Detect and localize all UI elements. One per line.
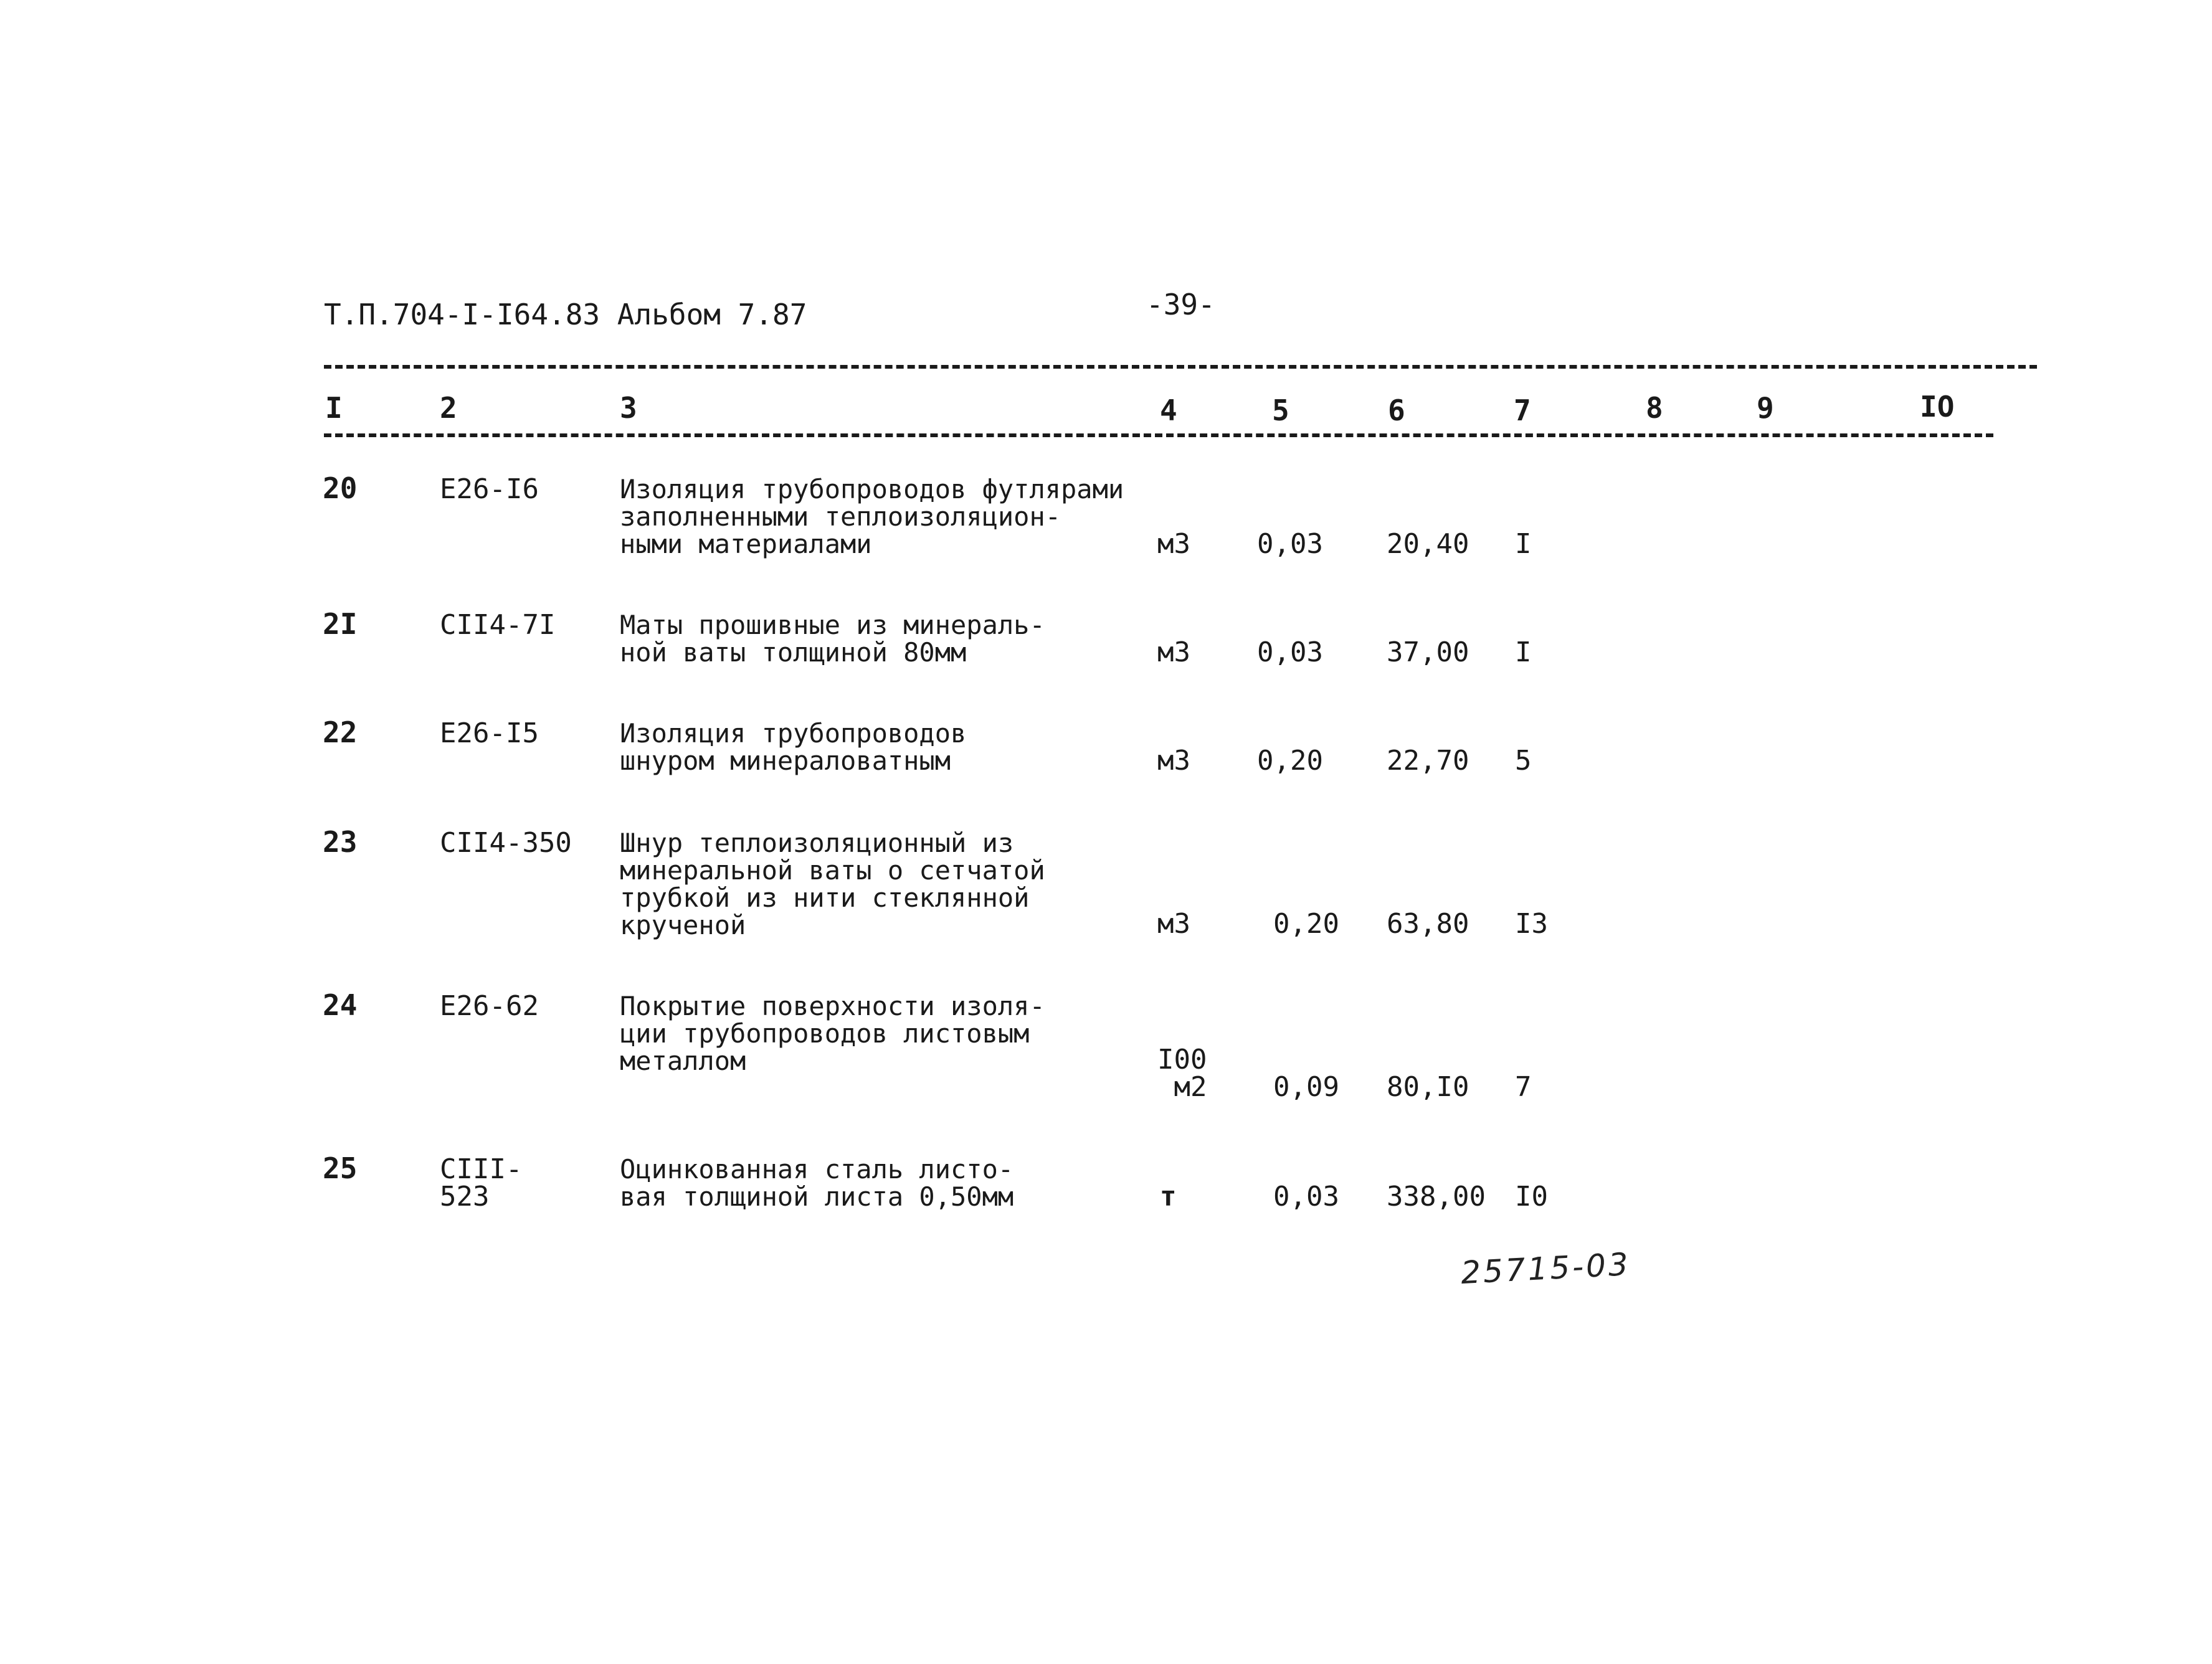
handwritten-inventory-number: 25715-03	[1460, 1246, 1632, 1292]
row-unit: т	[1160, 1181, 1177, 1213]
row-quantity: 0,20	[1273, 908, 1339, 940]
row-quantity: 0,09	[1273, 1071, 1339, 1103]
row-unit: м3	[1157, 528, 1190, 560]
row-number: 2I	[323, 607, 358, 641]
row-description: Маты прошивные из минераль- ной ваты толщиной 80мм	[620, 610, 1045, 668]
row-unit: м3	[1157, 908, 1190, 940]
table-top-rule	[324, 365, 2037, 369]
row-price: 63,80	[1387, 908, 1469, 940]
column-header-8: 8	[1646, 391, 1663, 425]
row-price: 20,40	[1387, 528, 1469, 560]
column-header-1: I	[325, 391, 343, 425]
row-col7: I3	[1515, 908, 1548, 940]
row-col7: 7	[1515, 1071, 1532, 1103]
row-price: 80,I0	[1387, 1071, 1469, 1103]
page-number: -39-	[1146, 288, 1215, 321]
row-col7: I0	[1515, 1181, 1548, 1213]
row-price: 338,00	[1387, 1181, 1486, 1213]
row-quantity: 0,03	[1257, 528, 1323, 560]
row-description: Шнур теплоизоляционный из минеральной ваты о сетчатой трубкой из нити стеклянной крученой	[620, 828, 1045, 940]
row-unit: I00 м2	[1157, 1044, 1207, 1103]
row-description: Покрытие поверхности изоля- ции трубопроводов листовым металлом	[620, 991, 1045, 1076]
row-code: Е26-I6	[440, 473, 539, 505]
row-description: Изоляция трубопроводов шнуром минераловатным	[620, 718, 967, 776]
row-col7: 5	[1515, 745, 1532, 777]
row-code: Е26-I5	[440, 717, 539, 749]
row-col7: I	[1515, 636, 1532, 668]
row-quantity: 0,03	[1273, 1181, 1339, 1213]
row-unit: м3	[1157, 636, 1190, 668]
row-description: Изоляция трубопроводов футлярами заполненными теплоизоляцион- ными материалами	[620, 474, 1124, 559]
row-code: Е26-62	[440, 990, 539, 1022]
row-quantity: 0,03	[1257, 636, 1323, 668]
document-reference: Т.П.704-I-I64.83 Альбом 7.87	[324, 298, 807, 331]
row-code: СII4-7I	[440, 609, 556, 641]
row-unit: м3	[1157, 745, 1190, 777]
row-code: СII4-350	[440, 827, 572, 859]
row-number: 25	[323, 1151, 358, 1185]
column-header-5: 5	[1272, 394, 1289, 427]
row-code: СIII- 523	[440, 1153, 523, 1213]
row-number: 23	[323, 825, 358, 859]
column-header-4: 4	[1160, 394, 1177, 427]
column-header-3: 3	[620, 391, 637, 425]
row-price: 37,00	[1387, 636, 1469, 668]
row-number: 24	[323, 988, 358, 1022]
row-price: 22,70	[1387, 745, 1469, 777]
column-header-6: 6	[1388, 394, 1405, 427]
column-header-2: 2	[440, 391, 457, 425]
column-header-10: IO	[1920, 390, 1955, 423]
row-number: 22	[323, 716, 358, 749]
column-header-7: 7	[1514, 394, 1531, 427]
column-header-9: 9	[1757, 391, 1774, 425]
row-quantity: 0,20	[1257, 745, 1323, 777]
row-number: 20	[323, 471, 358, 505]
table-header-rule	[324, 433, 1993, 437]
row-description: Оцинкованная сталь листо- вая толщиной листа 0,50мм	[620, 1154, 1014, 1212]
row-col7: I	[1515, 528, 1532, 560]
